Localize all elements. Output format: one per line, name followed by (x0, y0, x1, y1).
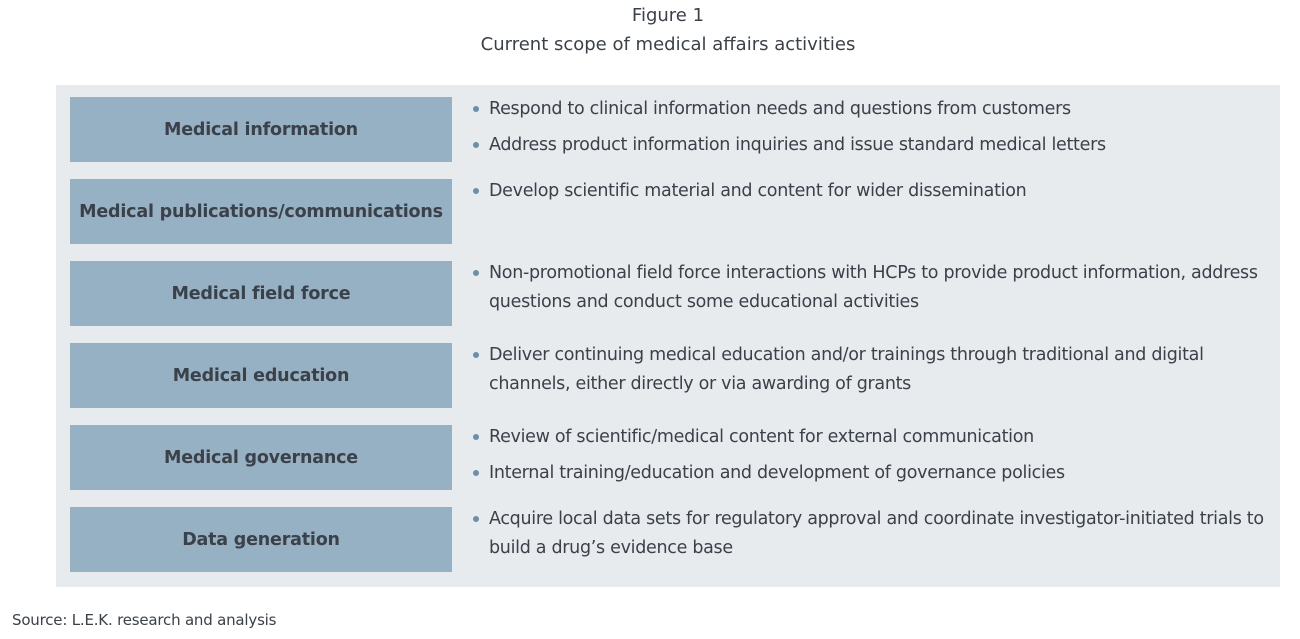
activity-label: Medical publications/communications (70, 179, 452, 244)
bullet-icon (473, 188, 479, 194)
bullet-text: Review of scientific/medical content for external communication (489, 427, 1034, 447)
bullet-text: Deliver continuing medical education and/or trainings through traditional and digital channels, either directly or via awarding of grants (489, 345, 1204, 394)
activity-label: Medical field force (70, 261, 452, 326)
bullet-item (473, 341, 1273, 398)
activity-row (70, 343, 1270, 408)
bullet-item (473, 459, 1273, 488)
activities-panel (56, 85, 1280, 587)
bullet-icon (473, 470, 479, 476)
bullet-item (473, 177, 1273, 206)
bullet-icon (473, 434, 479, 440)
bullet-text: Respond to clinical information needs and questions from customers (489, 99, 1071, 119)
bullet-icon (473, 106, 479, 112)
bullet-icon (473, 516, 479, 522)
activity-row (70, 261, 1270, 326)
bullet-item (473, 423, 1273, 452)
figure-label: Figure 1 (631, 5, 705, 26)
activity-label: Medical education (70, 343, 452, 408)
bullet-text: Non-promotional field force interactions with HCPs to provide product information, address questions and conduct some educational activities (489, 263, 1258, 312)
figure-title: Current scope of medical affairs activities (480, 34, 856, 55)
bullet-icon (473, 352, 479, 358)
activity-row (70, 425, 1270, 490)
activity-label: Medical information (70, 97, 452, 162)
activity-label: Data generation (70, 507, 452, 572)
activity-label: Medical governance (70, 425, 452, 490)
activity-bullets (473, 259, 1273, 324)
bullet-text: Internal training/education and development of governance policies (489, 463, 1065, 483)
bullet-item (473, 505, 1273, 562)
activity-bullets (473, 177, 1273, 213)
bullet-icon (473, 142, 479, 148)
bullet-item (473, 259, 1273, 316)
activity-bullets (473, 95, 1273, 167)
source-note: Source: L.E.K. research and analysis (12, 611, 277, 629)
bullet-text: Develop scientific material and content for wider dissemination (489, 181, 1027, 201)
bullet-text: Acquire local data sets for regulatory approval and coordinate investigator-initiated trials to build a drug’s evidence base (489, 509, 1264, 558)
activity-row (70, 179, 1270, 244)
activity-bullets (473, 505, 1273, 570)
activity-row (70, 97, 1270, 162)
bullet-text: Address product information inquiries and issue standard medical letters (489, 135, 1106, 155)
activity-bullets (473, 423, 1273, 495)
bullet-item (473, 95, 1273, 124)
activity-row (70, 507, 1270, 572)
activity-bullets (473, 341, 1273, 406)
bullet-icon (473, 270, 479, 276)
bullet-item (473, 131, 1273, 160)
